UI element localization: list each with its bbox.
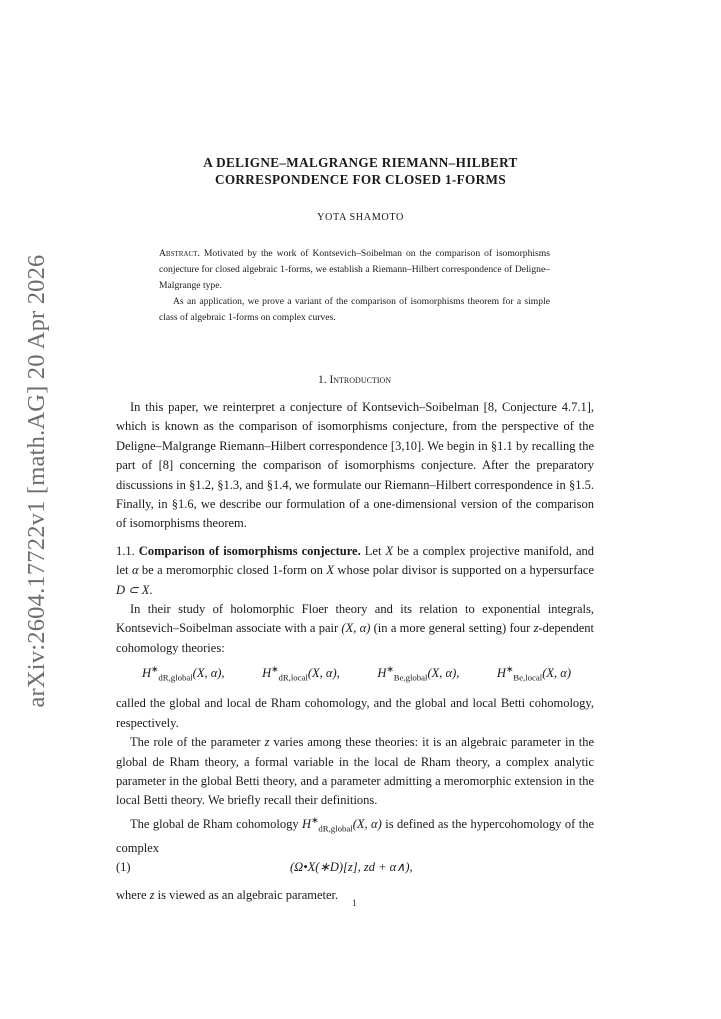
abstract-label: Abstract. xyxy=(159,248,200,259)
equation-number: (1) xyxy=(116,860,131,875)
math-sup: ∗ xyxy=(505,664,514,675)
abstract-paragraph-2: As an application, we prove a variant of the comparison of isomorphisms theorem for a simple class of algebraic 1-forms on complex curves. xyxy=(159,296,550,323)
text-run: be a meromorphic closed 1-form on xyxy=(138,563,327,578)
text-run: be a complex projective manifold, and let xyxy=(116,543,594,578)
intro-paragraph: In this paper, we reinterpret a conjecture of Kontsevich–Soibelman [8, Conjecture 4.7.1], which is known as the comparison of isomorphisms conjecture, from the perspective of the Deligne–Malgrange Riemann–Hilbert correspondence [3,10]. We begin in §1.1 by recalling the part of [8] concerning the comparison of isomorphisms conjecture. After the preparatory discussions in §1.2, §1.3, and §1.4, we formulate our Riemann–Hilbert correspondence in §1.5. Finally, in §1.6, we describe our formulation of a one-dimensional version of the comparison of isomorphisms theorem. xyxy=(116,400,594,531)
section-title: Introduction xyxy=(329,374,392,386)
cohomology-dr-global xyxy=(142,660,225,688)
text-run: Let xyxy=(360,543,386,558)
math-args: (X, α), xyxy=(192,666,225,681)
math-H: H xyxy=(496,666,506,681)
text-run: . xyxy=(149,582,153,597)
math-D-subset-X: D ⊂ X xyxy=(116,582,150,597)
equation-body: (Ω•X(∗D)[z], zd + α∧), xyxy=(290,860,413,875)
text-run: where xyxy=(116,887,150,902)
text-run: whose polar divisor is supported on a hypersurface xyxy=(333,563,594,578)
cohomology-be-global xyxy=(377,660,459,688)
title-line-1: A DELIGNE–MALGRANGE RIEMANN–HILBERT xyxy=(203,155,518,170)
subsection-paragraph-2 xyxy=(116,600,594,658)
subsection-paragraph-1 xyxy=(116,542,594,600)
math-dr-global xyxy=(302,814,382,834)
math-sup: ∗ xyxy=(311,814,319,825)
text-run: varies among these theories: it is an algebraic parameter in the global de Rham theory, a formal variable in the local de Rham theory, a complex analytic parameter in the global Betti theory, and a parameter admitting a meromorphic extension in the local Betti theory. We briefly recall their definitions. xyxy=(116,735,595,808)
math-args: (X, α) xyxy=(352,816,382,831)
math-alpha: α xyxy=(131,563,139,578)
equation-1 xyxy=(116,858,594,877)
abstract-text-1: Motivated by the work of Kontsevich–Soibelman on the comparison of isomorphisms conjecture for closed algebraic 1-forms, we establish a Riemann–Hilbert correspondence of Deligne–Malgrange type. xyxy=(159,248,550,291)
math-args: (X, α), xyxy=(427,666,460,681)
subsection-paragraph-4 xyxy=(116,733,594,811)
math-sub: Be,local xyxy=(513,672,543,683)
text-run: In their study of holomorphic Floer theory and its relation to exponential integrals, Kontsevich–Soibelman associate with a pair xyxy=(116,602,594,636)
math-H: H xyxy=(377,666,387,681)
math-args: (X, α) xyxy=(542,666,571,681)
title-line-2: CORRESPONDENCE FOR CLOSED 1-FORMS xyxy=(214,172,507,187)
math-sup: ∗ xyxy=(271,664,279,675)
text-run: -dependent cohomology theories: xyxy=(116,621,594,655)
subsection-paragraph-5 xyxy=(116,811,594,858)
author-name: YOTA SHAMOTO xyxy=(317,212,404,223)
section-heading xyxy=(0,374,709,386)
math-sub: Be,global xyxy=(393,672,428,683)
math-H: H xyxy=(302,816,312,831)
cohomology-list xyxy=(116,660,594,688)
section-number: 1. xyxy=(317,374,327,386)
abstract xyxy=(159,246,550,326)
page-number: 1 xyxy=(352,898,357,908)
math-H: H xyxy=(142,666,152,681)
math-args: (X, α), xyxy=(307,666,340,681)
math-sub: dR,global xyxy=(158,672,193,683)
arxiv-sidebar xyxy=(22,254,52,708)
text-run: is defined as the hypercohomology of the complex xyxy=(116,816,594,855)
abstract-paragraph-1 xyxy=(159,246,550,294)
math-z: z xyxy=(533,621,539,636)
math-pair: (X, α) xyxy=(341,621,371,636)
text-run: (in a more general setting) four xyxy=(370,621,534,636)
subsection-paragraph-3: called the global and local de Rham cohomology, and the global and local Betti cohomology, respectively. xyxy=(116,696,594,730)
text-run: The global de Rham cohomology xyxy=(130,816,303,831)
math-X: X xyxy=(326,563,334,578)
math-sub: dR,global xyxy=(318,823,353,834)
cohomology-be-local xyxy=(497,660,571,688)
subsection-title: Comparison of isomorphisms conjecture. xyxy=(138,543,361,558)
math-H: H xyxy=(262,666,272,681)
math-X: X xyxy=(385,543,394,558)
arxiv-identifier: arXiv:2604.17722v1 [math.AG] 20 Apr 2026 xyxy=(23,254,50,708)
subsection-number: 1.1. xyxy=(116,543,135,558)
math-sup: ∗ xyxy=(151,664,159,675)
math-z: z xyxy=(149,887,155,902)
cohomology-dr-local xyxy=(262,660,340,688)
math-sup: ∗ xyxy=(386,664,394,675)
math-sub: dR,local xyxy=(278,672,308,683)
main-body xyxy=(116,398,594,905)
math-z: z xyxy=(264,735,270,750)
text-run: The role of the parameter xyxy=(130,735,265,750)
text-run: is viewed as an algebraic parameter. xyxy=(154,887,339,902)
paper-title xyxy=(0,154,721,188)
